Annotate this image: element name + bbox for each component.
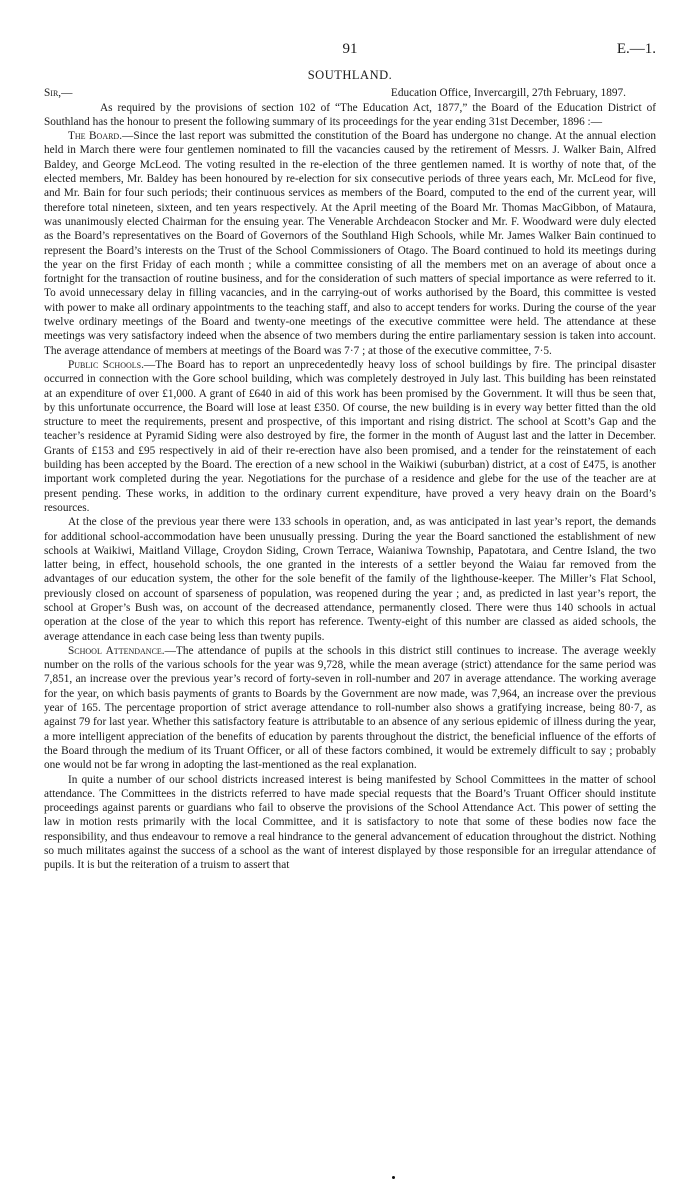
document-reference: E.—1.: [616, 41, 656, 57]
paragraph-schools-in-operation: [44, 515, 656, 644]
paragraph-text: —The attendance of pupils at the schools in this district still continues to increase. The average weekly number on the rolls of the various schools for the year was 9,728, while the mean average (strict) attendance for the same period was 7,851, an increase over the previous year’s record of forty-seven in roll-number and 207 in average attendance. The working average for the year, on which basis payments of grants to Boards by the Government are now made, was 7,964, an increase over the previous year of 165. The percentage proportion of strict average attendance to roll-number also shows a gratifying increase, being 80·7, as against 79 for last year. Whether this satisfactory feature is attributable to an absence of any serious epidemic of illness during the year, a more intelligent appreciation of the benefits of education by parents throughout the district, the beneficial influence of the efforts of the Board through the medium of its Truant Officer, or all of these factors combined, it would be extremely difficult to say ; probably one would not be far wrong in adopting the last-mentioned as the real explanation.: [44, 644, 657, 772]
page-mark: [392, 1176, 395, 1179]
document-page: [44, 34, 656, 873]
paragraph-school-attendance: [44, 644, 656, 773]
paragraph-intro: [44, 101, 656, 130]
section-title: SOUTHLAND.: [307, 68, 393, 82]
letter-place-date: Education Office, Invercargill, 27th February, 1897.: [390, 87, 626, 100]
salutation: Sir,—: [44, 87, 73, 100]
paragraph-text: At the close of the previous year there were 133 schools in operation, and, as was anticipated in last year’s report, the demands for additional school-accommodation have been unusually pressing. During the year the Board sanctioned the establishment of new schools at Waikiwi, Maitland Village, Croydon Siding, Crown Terrace, Waianiwa Township, Papatotara, and Centre Island, the two latter being, in effect, household schools, the one granted in the interests of a settler beyond the Waiau far removed from the advantages of our education system, the other for the sole benefit of the family of the lighthouse-keeper. The Miller’s Flat School, previously closed on account of sparseness of population, was reopened during the year ; and, as predicted in last year’s report, the school at Groper’s Bush was, on account of the decreased attendance, permanently closed. There were thus 140 schools in actual operation at the close of the year to which this report has reference. Twenty-eight of this number are classed as aided schools, the average attendance in each case being less than twenty pupils.: [44, 516, 656, 643]
paragraph-the-board: [44, 129, 656, 358]
paragraph-school-committees: [44, 773, 656, 873]
paragraph-text: As required by the provisions of section 102 of “The Education Act, 1877,” the Board of the Education District of Southland has the honour to present the following summary of its proceedings for the year ending 31st December, 1896 :—: [44, 101, 656, 128]
paragraph-text: In quite a number of our school districts increased interest is being manifested by School Committees in the matter of school attendance. The Committees in the districts referred to have made special requests that the Board’s Truant Officer should institute proceedings against parents or guardians who fail to observe the provisions of the School Attendance Act. This power of setting the law in motion rests primarily with the local Committee, and it is satisfactory to note that some of these bodies now face the responsibility, and thus endeavour to remove a real hindrance to the general advancement of education throughout the district. Nothing so much militates against the success of a school as the want of interest displayed by those responsible for an irregular attendance of pupils. It is but the reiteration of a truism to assert that: [44, 773, 656, 872]
salutation-line: [44, 86, 656, 100]
paragraph-text: —Since the last report was submitted the constitution of the Board has undergone no change. At the annual election held in March there were four gentlemen nominated to fill the vacancies caused by the retirement of Messrs. J. Walker Bain, Alfred Baldey, and George McLeod. The voting resulted in the re-election of the three gentlemen named. It is worthy of note that, of the elected members, Mr. Baldey has been honoured by re-election for six consecutive periods of three years each, Mr. McLeod for five, and Mr. Bain for four such periods; their continuous services as members of the Board, computed to the end of the current year, will therefore total nineteen, sixteen, and ten years respectively. At the April meeting of the Board Mr. Thomas MacGibbon, of Mataura, was unanimously elected Chairman for the ensuing year. The Venerable Archdeacon Stocker and Mr. F. Woodward were duly elected as the Board’s representatives on the Board of Governors of the Southland High Schools, while Mr. James Walker Bain continued to represent the Board’s interests on the Trust of the School Commissioners of Otago. The Board continued to hold its meetings during the year on the first Friday of each month ; while a committee consisting of all the members met on an average of about once a fortnight for the transaction of routine business, and for the consideration of such matters of special importance as were referred to it. To avoid unnecessary delay in filling vacancies, and in the carrying-out of works authorised by the Board, this committee is vested with power to make all ordinary appointments to the teaching staff, and also to accept tenders for works. During the course of the year twelve ordinary meetings of the Board and twenty-one meetings of the executive committee were held. The attendance at these meetings was very satisfactory indeed when the absence of two members during the entire parliamentary session is taken into account. The average attendance of members at meetings of the Board was 7·7 ; at those of the executive committee, 7·5.: [44, 130, 656, 357]
paragraph-heading: School Attendance.: [68, 644, 165, 657]
paragraph-text: —The Board has to report an unprecedentedly heavy loss of school buildings by fire. The principal disaster occurred in connection with the Gore school building, which was completely destroyed in July last. This building has been reinstated at an expenditure of over £1,000. A grant of £640 in aid of this work has been promised by the Government. It will thus be seen that, by this unfortunate occurrence, the Board will lose at least £350. Of course, the new building is in every way better fitted than the old structure to meet the requirements, present and prospective, of this important and rising district. The school at Scott’s Gap and the teacher’s residence at Pyramid Siding were also destroyed by fire, the former in the month of August last and the latter in December. Grants of £153 and £95 respectively in aid of their re-erection have also been promised, and a tender for the reinstatement of each building has been accepted by the Board. The erection of a new school in the Waikiwi (suburban) district, at a cost of £475, is another important work completed during the year. Negotiations for the purchase of a residence and glebe for the use of the teacher are at present pending. These works, in addition to the ordinary current expenditure, have proved a very heavy drain on the Board’s resources.: [44, 358, 656, 514]
page-header: [44, 34, 656, 60]
paragraph-heading: Public Schools.: [68, 358, 144, 371]
paragraph-public-schools: [44, 358, 656, 515]
paragraph-heading: The Board.: [68, 130, 123, 143]
page-number: 91: [342, 41, 358, 57]
